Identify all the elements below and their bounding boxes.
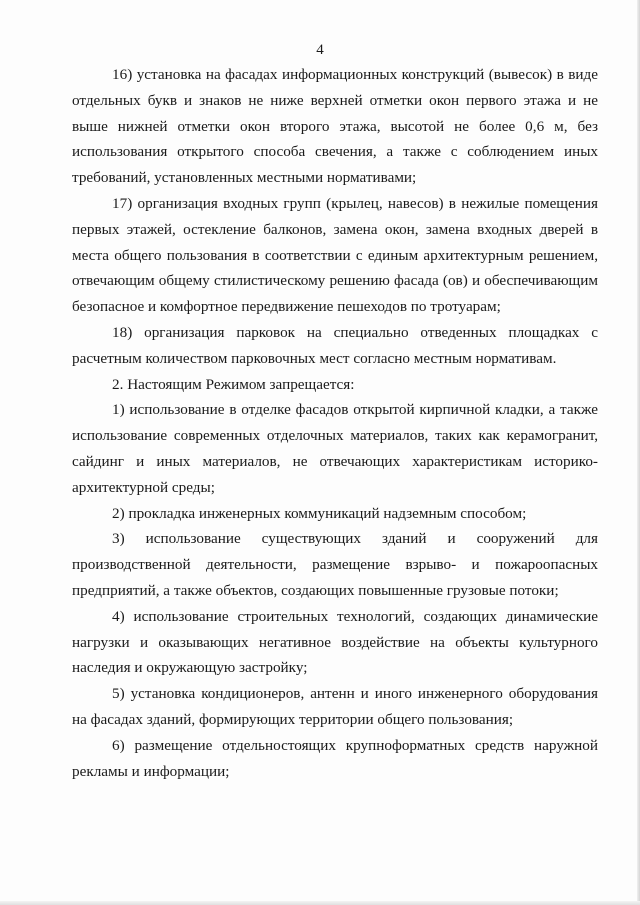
prohibition-item-5: 5) установка кондиционеров, антенн и иного инженерного оборудования на фасадах зданий, формирующих территории общего пользования; <box>72 685 598 728</box>
paragraph-item-18: 18) организация парковок на специально отведенных площадках с расчетным количеством парковочных мест согласно местным нормативам. <box>72 323 598 367</box>
prohibition-item-6: 6) размещение отдельностоящих крупноформатных средств наружной рекламы и информации; <box>72 736 598 780</box>
scan-bottom-shadow <box>0 901 640 905</box>
prohibition-item-1: 1) использование в отделке фасадов открытой кирпичной кладки, а также использование современных отделочных материалов, таких как керамогранит, сайдинг и иных материалов, не отвечающих характеристикам историко-архитектурной среды; <box>72 401 598 496</box>
prohibition-item-2: 2) прокладка инженерных коммуникаций надземным способом; <box>112 504 527 522</box>
section-heading-prohibitions: 2. Настоящим Режимом запрещается: <box>112 375 355 393</box>
document-body <box>72 62 598 784</box>
prohibition-item-3: 3) использование существующих зданий и сооружений для производственной деятельности, размещение взрыво- и пожароопасных предприятий, а также объектов, создающих повышенные грузовые потоки; <box>72 530 598 599</box>
prohibition-item-4: 4) использование строительных технологий, создающих динамические нагрузки и оказывающих негативное воздействие на объекты культурного наследия и окружающую застройку; <box>72 607 598 677</box>
paragraph-item-17: 17) организация входных групп (крылец, навесов) в нежилые помещения первых этажей, остекление балконов, замена окон, замена входных дверей в места общего пользования в соответствии с единым архитектурным решением, отвечающим общему стилистическому решению фасада (ов) и обеспечивающим безопасное и комфортное передвижение пешеходов по тротуарам; <box>72 194 598 316</box>
page-number: 4 <box>316 42 324 58</box>
paragraph-item-16: 16) установка на фасадах информационных конструкций (вывесок) в виде отдельных букв и знаков не ниже верхней отметки окон первого этажа и не выше нижней отметки окон второго этажа, высотой не более 0,6 м, без использования открытого способа свечения, а также с соблюдением иных требований, установленных местными нормативами; <box>72 66 598 187</box>
